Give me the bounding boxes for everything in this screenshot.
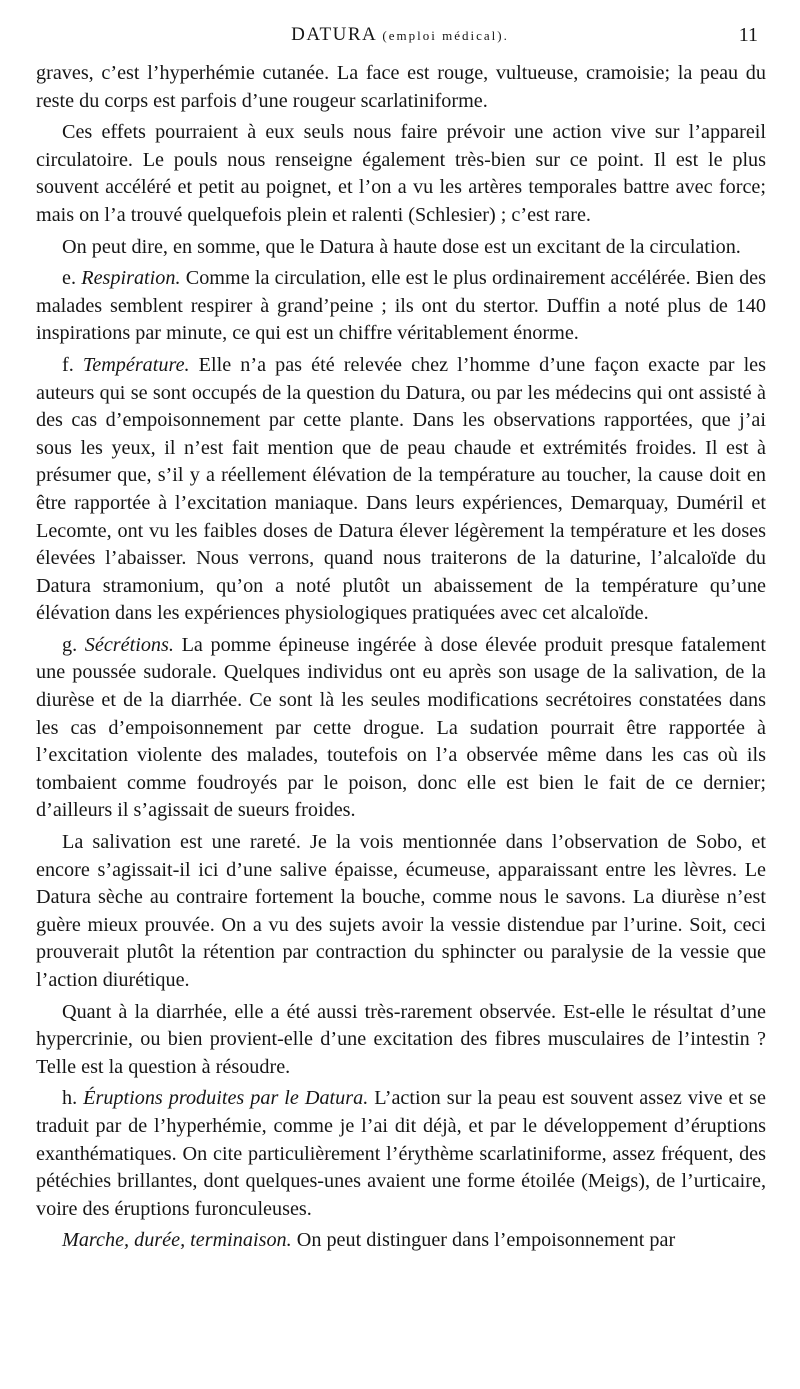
running-title-main: DATURA	[291, 24, 377, 45]
paragraph-circulation-effects	[36, 119, 766, 229]
paragraph-text: graves, c’est l’hyperhémie cutanée. La face est rouge, vultueuse, cramoisie; la peau du reste du corps est parfois d’une rougeur scarlatiniforme.	[36, 62, 766, 112]
section-heading: Sécrétions.	[84, 633, 174, 656]
paragraph-diarrhea	[36, 999, 766, 1082]
section-respiration	[36, 265, 766, 348]
paragraph-text: La pomme épineuse ingérée à dose élevée produit presque fatalement une poussée sudorale. Quelques individus ont eu après son usage de la salivation, de la diurèse et de la diarrhée. Ce sont là les seules modifications secrétoires constatées dans les cas d’empoisonnement par cette drogue. La sudation pourrait être rapportée à l’excitation violente des malades, toutefois on l’a observée même dans les cas où ils tombaient comme foudroyés par le poison, donc elle est bien le fait de ce dernier; d’ailleurs il s’agissait de sueurs froides.	[36, 633, 766, 822]
paragraph-text: L’action sur la peau est souvent assez vive et se traduit par de l’hyperhémie, comme je l’ai dit déjà, et par le développement d’éruptions exanthématiques. On cite particulièrement l’érythème scarlatiniforme, assez fréquent, des pétéchies brillantes, dont quelques-unes avaient une forme étoilée (Meigs), de l’urticaire, voire des éruptions furonculeuses.	[36, 1087, 767, 1220]
paragraph-circulation-summary	[36, 234, 766, 262]
section-heading: Température.	[82, 353, 190, 376]
section-heading: Éruptions produites par le Datura.	[83, 1087, 369, 1110]
section-heading: Marche, durée, terminaison.	[62, 1229, 292, 1252]
paragraph-text: Quant à la diarrhée, elle a été aussi très-rarement observée. Est-elle le résultat d’une hypercrinie, ou bien provient-elle d’une excitation des fibres musculaires de l’intestin ? Telle est la question à résoudre.	[36, 1000, 766, 1078]
section-letter: g.	[62, 633, 85, 656]
running-title-sub: (emploi médical).	[382, 28, 509, 43]
section-letter: e.	[62, 267, 82, 290]
body-text	[36, 60, 766, 1255]
section-course	[36, 1227, 766, 1255]
paragraph-text: Ces effets pourraient à eux seuls nous faire prévoir une action vive sur l’appareil circulatoire. Le pouls nous renseigne également très-bien sur ce point. Il est le plus souvent accéléré et petit au poignet, et l’on a vu les artères temporales battre avec force; mais on l’a trouvé quelquefois plein et ralenti (Schlesier) ; c’est rare.	[36, 121, 766, 226]
section-temperature	[36, 352, 766, 628]
paragraph-text: La salivation est une rareté. Je la vois mentionnée dans l’observation de Sobo, et encore s’agissait-il ici d’une salive épaisse, écumeuse, apparaissant entre les lèvres. Le Datura sèche au contraire fortement la bouche, comme nous le savons. La diurèse n’est guère mieux prouvée. On a vu des sujets avoir la vessie distendue par l’urine. Soit, ceci prouverait plutôt la rétention par contraction du sphincter ou paralysie de la vessie que l’action diurétique.	[36, 831, 766, 991]
paragraph-salivation	[36, 829, 766, 995]
section-heading: Respiration.	[81, 267, 181, 290]
section-secretions	[36, 632, 766, 825]
paragraph-text: On peut dire, en somme, que le Datura à haute dose est un excitant de la circulation.	[62, 235, 741, 258]
running-title	[36, 24, 764, 46]
running-head	[36, 24, 764, 52]
paragraph-continuation	[36, 60, 766, 115]
page-number: 11	[738, 24, 758, 46]
paragraph-text: On peut distinguer dans l’empoisonnement par	[291, 1229, 676, 1252]
section-letter: h.	[62, 1087, 84, 1110]
paragraph-text: Elle n’a pas été relevée chez l’homme d’une façon exacte par les auteurs qui se sont occupés de la question du Datura, ou par les médecins qui ont assisté à des cas d’empoisonnement par cette plante. Dans les observations rapportées, que j’ai sous les yeux, il n’est fait mention que de peau chaude et extrémités froides. Il est à présumer que, s’il y a réellement élévation de la température au toucher, la cause doit en être rapportée à l’excitation maniaque. Dans leurs expériences, Demarquay, Duméril et Lecomte, ont vu les faibles doses de Datura élever légèrement la température et les doses élevées l’abaisser. Nous verrons, quand nous traiterons de la daturine, l’alcaloïde du Datura stramonium, qu’on a noté plutôt un abaissement de la température qu’une élévation dans les expériences physiologiques pratiquées avec cet alcaloïde.	[36, 353, 766, 625]
paragraph-text: Comme la circulation, elle est le plus ordinairement accélérée. Bien des malades semblent respirer à grand’peine ; ils ont du stertor. Duffin a noté plus de 140 inspirations par minute, ce qui est un chiffre véritablement énorme.	[36, 267, 766, 345]
section-letter: f.	[62, 353, 83, 376]
section-eruptions	[36, 1085, 766, 1223]
